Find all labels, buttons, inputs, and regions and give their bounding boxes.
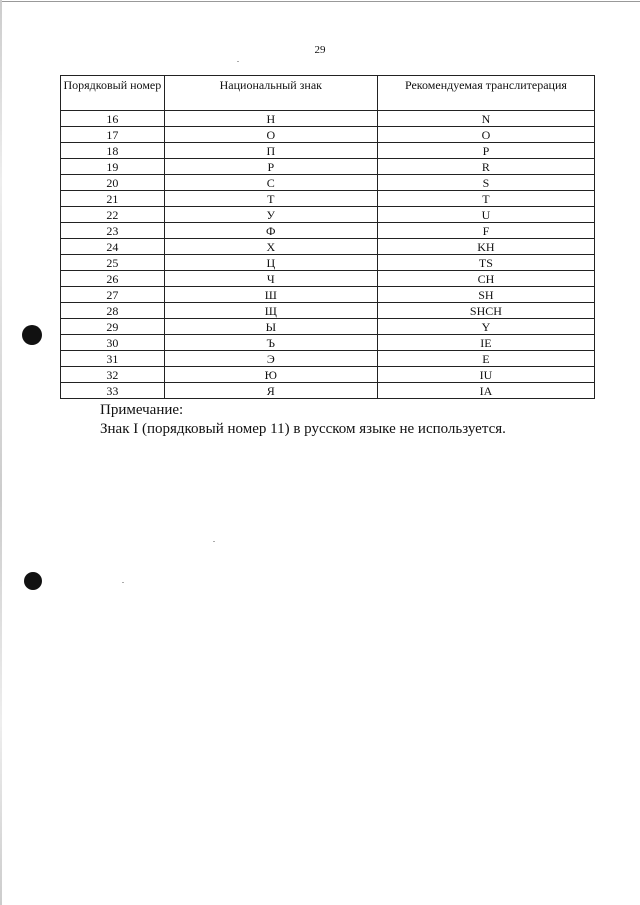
table-row bbox=[61, 175, 595, 191]
header-ordinal-number: Порядковый номер bbox=[61, 76, 165, 111]
cell-transliteration: IE bbox=[377, 335, 594, 351]
table-row bbox=[61, 351, 595, 367]
cell-ordinal-number: 26 bbox=[61, 271, 165, 287]
table-row bbox=[61, 223, 595, 239]
cell-transliteration: P bbox=[377, 143, 594, 159]
table-row bbox=[61, 255, 595, 271]
cell-transliteration: R bbox=[377, 159, 594, 175]
table-row bbox=[61, 207, 595, 223]
cell-national-sign: Ю bbox=[164, 367, 377, 383]
table-header-row bbox=[61, 76, 595, 111]
cell-national-sign: Щ bbox=[164, 303, 377, 319]
page-number: 29 bbox=[314, 44, 326, 56]
cell-ordinal-number: 21 bbox=[61, 191, 165, 207]
cell-national-sign: Ш bbox=[164, 287, 377, 303]
cell-ordinal-number: 23 bbox=[61, 223, 165, 239]
table-row bbox=[61, 367, 595, 383]
table-row bbox=[61, 111, 595, 127]
note-text: Знак I (порядковый номер 11) в русском языке не используется. bbox=[100, 421, 506, 437]
cell-ordinal-number: 22 bbox=[61, 207, 165, 223]
cell-transliteration: KH bbox=[377, 239, 594, 255]
cell-national-sign: Ы bbox=[164, 319, 377, 335]
cell-transliteration: U bbox=[377, 207, 594, 223]
cell-transliteration: T bbox=[377, 191, 594, 207]
cell-national-sign: Н bbox=[164, 111, 377, 127]
cell-ordinal-number: 33 bbox=[61, 383, 165, 399]
table-body bbox=[61, 111, 595, 399]
cell-national-sign: Я bbox=[164, 383, 377, 399]
cell-national-sign: Э bbox=[164, 351, 377, 367]
scan-speck bbox=[237, 61, 239, 62]
cell-ordinal-number: 17 bbox=[61, 127, 165, 143]
table-row bbox=[61, 159, 595, 175]
cell-transliteration: SHCH bbox=[377, 303, 594, 319]
table-row bbox=[61, 143, 595, 159]
table-row bbox=[61, 335, 595, 351]
scan-speck bbox=[122, 582, 124, 583]
cell-national-sign: С bbox=[164, 175, 377, 191]
cell-national-sign: У bbox=[164, 207, 377, 223]
header-recommended-transliteration: Рекомендуемая транслитерация bbox=[377, 76, 594, 111]
cell-ordinal-number: 18 bbox=[61, 143, 165, 159]
cell-transliteration: E bbox=[377, 351, 594, 367]
table-row bbox=[61, 319, 595, 335]
table-row bbox=[61, 127, 595, 143]
cell-transliteration: IU bbox=[377, 367, 594, 383]
cell-ordinal-number: 24 bbox=[61, 239, 165, 255]
cell-transliteration: TS bbox=[377, 255, 594, 271]
cell-transliteration: S bbox=[377, 175, 594, 191]
table-row bbox=[61, 271, 595, 287]
cell-transliteration: O bbox=[377, 127, 594, 143]
cell-national-sign: Ц bbox=[164, 255, 377, 271]
cell-national-sign: Ч bbox=[164, 271, 377, 287]
cell-ordinal-number: 20 bbox=[61, 175, 165, 191]
cell-ordinal-number: 16 bbox=[61, 111, 165, 127]
cell-national-sign: Р bbox=[164, 159, 377, 175]
cell-ordinal-number: 27 bbox=[61, 287, 165, 303]
note-title: Примечание: bbox=[100, 402, 184, 418]
cell-transliteration: SH bbox=[377, 287, 594, 303]
cell-national-sign: Ф bbox=[164, 223, 377, 239]
binder-hole-top bbox=[22, 325, 42, 345]
header-national-sign: Национальный знак bbox=[164, 76, 377, 111]
cell-national-sign: П bbox=[164, 143, 377, 159]
cell-national-sign: О bbox=[164, 127, 377, 143]
cell-ordinal-number: 29 bbox=[61, 319, 165, 335]
table-row bbox=[61, 191, 595, 207]
cell-transliteration: N bbox=[377, 111, 594, 127]
cell-national-sign: Х bbox=[164, 239, 377, 255]
table-row bbox=[61, 383, 595, 399]
table-row bbox=[61, 303, 595, 319]
cell-national-sign: Т bbox=[164, 191, 377, 207]
scan-top-border bbox=[0, 1, 640, 2]
cell-transliteration: IA bbox=[377, 383, 594, 399]
scan-left-edge bbox=[0, 0, 2, 905]
cell-ordinal-number: 25 bbox=[61, 255, 165, 271]
cell-ordinal-number: 19 bbox=[61, 159, 165, 175]
cell-transliteration: Y bbox=[377, 319, 594, 335]
cell-transliteration: CH bbox=[377, 271, 594, 287]
cell-ordinal-number: 28 bbox=[61, 303, 165, 319]
cell-national-sign: Ъ bbox=[164, 335, 377, 351]
table-row bbox=[61, 239, 595, 255]
cell-ordinal-number: 32 bbox=[61, 367, 165, 383]
binder-hole-bottom bbox=[24, 572, 42, 590]
note-block bbox=[100, 401, 506, 439]
table-row bbox=[61, 287, 595, 303]
scan-speck bbox=[213, 541, 215, 542]
transliteration-table bbox=[60, 75, 595, 399]
cell-ordinal-number: 31 bbox=[61, 351, 165, 367]
cell-ordinal-number: 30 bbox=[61, 335, 165, 351]
cell-transliteration: F bbox=[377, 223, 594, 239]
